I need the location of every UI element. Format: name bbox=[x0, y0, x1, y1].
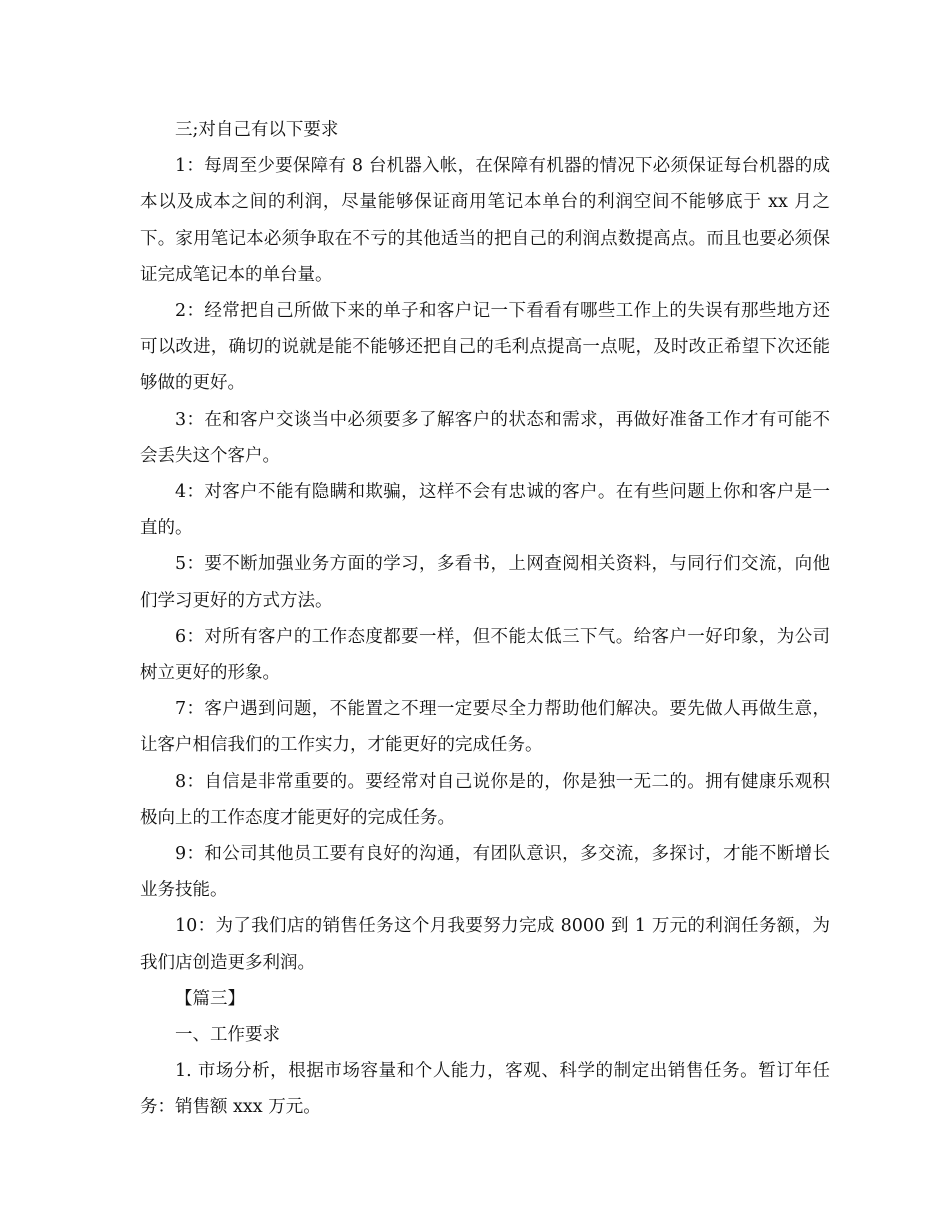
requirement-item-6: 6：对所有客户的工作态度都要一样，但不能太低三下气。给客户一好印象，为公司树立更好的形象。 bbox=[140, 626, 830, 684]
requirement-item-1: 1：每周至少要保障有 8 台机器入帐，在保障有机器的情况下必须保证每台机器的成本以及成本之间的利润，尽量能够保证商用笔记本单台的利润空间不能够底于 xx 月之下。家用笔记本必须争取在不亏的其他适当的把自己的利润点数提高点。而且也要必须保证完成笔记本的单台量。 bbox=[140, 156, 830, 285]
requirement-item-2: 2：经常把自己所做下来的单子和客户记一下看看有哪些工作上的失误有那些地方还可以改进，确切的说就是能不能够还把自己的毛利点提高一点呢，及时改正希望下次还能够做的更好。 bbox=[140, 301, 830, 394]
chapter-heading: 【篇三】 bbox=[175, 988, 245, 1009]
requirement-item-4: 4：对客户不能有隐瞒和欺骗，这样不会有忠诚的客户。在有些问题上你和客户是一直的。 bbox=[140, 482, 830, 539]
requirement-item-10: 10：为了我们店的销售任务这个月我要努力完成 8000 到 1 万元的利润任务额，为我们店创造更多利润。 bbox=[140, 916, 830, 973]
requirement-item-8: 8：自信是非常重要的。要经常对自己说你是的，你是独一无二的。拥有健康乐观积极向上的工作态度才能更好的完成任务。 bbox=[140, 771, 830, 828]
requirement-item-3: 3：在和客户交谈当中必须要多了解客户的状态和需求，再做好准备工作才有可能不会丢失这个客户。 bbox=[140, 409, 830, 466]
document-body bbox=[140, 112, 830, 1126]
section-heading: 三;对自己有以下要求 bbox=[175, 120, 339, 140]
subsection-heading: 一、工作要求 bbox=[175, 1025, 280, 1046]
requirement-item-7: 7：客户遇到问题，不能置之不理一定要尽全力帮助他们解决。要先做人再做生意，让客户相信我们的工作实力，才能更好的完成任务。 bbox=[140, 699, 830, 756]
requirement-item-5: 5：要不断加强业务方面的学习，多看书，上网查阅相关资料，与同行们交流，向他们学习更好的方式方法。 bbox=[140, 554, 830, 611]
work-requirement-item-1: 1. 市场分析，根据市场容量和个人能力，客观、科学的制定出销售任务。暂订年任务：销售额 xxx 万元。 bbox=[140, 1061, 830, 1118]
requirement-item-9: 9：和公司其他员工要有良好的沟通，有团队意识，多交流，多探讨，才能不断增长业务技能。 bbox=[140, 844, 830, 901]
